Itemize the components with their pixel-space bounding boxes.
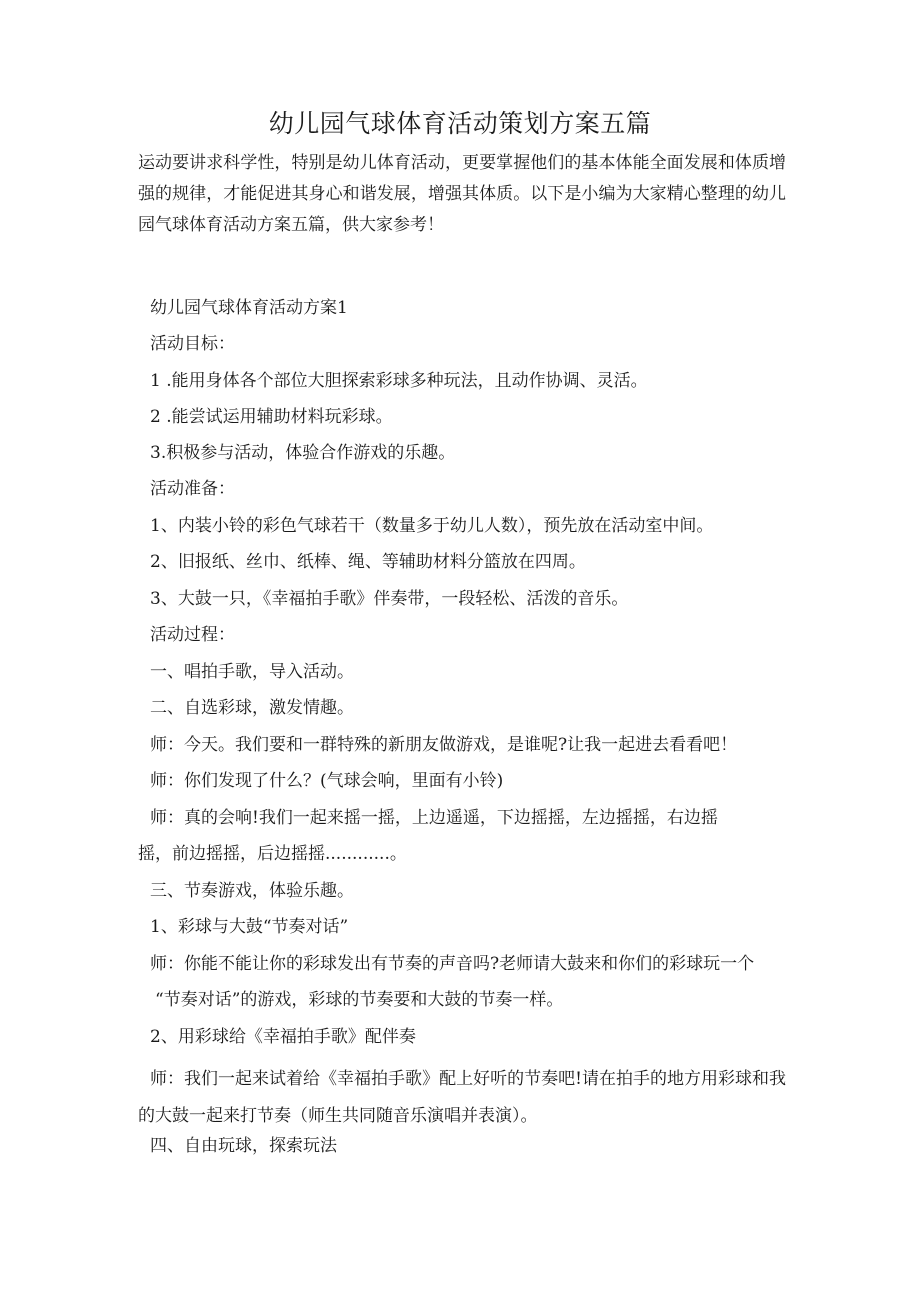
intro-paragraph: 运动要讲求科学性，特别是幼儿体育活动，更要掌握他们的基本体能全面发展和体质增强的规律，才能促进其身心和谐发展，增强其体质。以下是小编为大家精心整理的幼儿园气球体育活动方案五篇，供大家参考！	[138, 153, 786, 235]
teacher-line-4b: “节奏对话”的游戏，彩球的节奏要和大鼓的节奏一样。	[155, 990, 564, 1010]
plan-1-heading: 幼儿园气球体育活动方案1	[150, 298, 348, 318]
process-label: 活动过程：	[150, 625, 235, 645]
sub-item-2: 2、用彩球给《幸福拍手歌》配伴奏	[150, 1027, 416, 1047]
prep-item-1: 1、内装小铃的彩色气球若干（数量多于幼儿人数），预先放在活动室中间。	[150, 516, 714, 536]
goal-item-2: 2 .能尝试运用辅助材料玩彩球。	[150, 407, 393, 427]
teacher-line-1: 师：今天。我们要和一群特殊的新朋友做游戏，是谁呢?让我一起进去看看吧！	[150, 735, 738, 755]
prep-item-3: 3、大鼓一只，《幸福拍手歌》伴奏带，一段轻松、活泼的音乐。	[150, 589, 629, 609]
teacher-line-2: 师：你们发现了什么？(气球会响，里面有小铃)	[150, 771, 504, 791]
goals-label: 活动目标：	[150, 334, 235, 354]
teacher-line-3a: 师：真的会响!我们一起来摇一摇，上边遥遥，下边摇摇，左边摇摇，右边摇	[150, 808, 718, 828]
goal-item-3: 3.积极参与活动，体验合作游戏的乐趣。	[150, 443, 456, 463]
process-step-4: 四、自由玩球，探索玩法	[150, 1136, 337, 1156]
sub-item-1: 1、彩球与大鼓“节奏对话”	[150, 917, 349, 937]
teacher-line-5: 师：我们一起来试着给《幸福拍手歌》配上好听的节奏吧!请在拍手的地方用彩球和我的大鼓一起来打节奏（师生共同随音乐演唱并表演）。	[138, 1069, 786, 1126]
process-step-3: 三、节奏游戏，体验乐趣。	[150, 881, 354, 901]
document-title: 幼儿园气球体育活动策划方案五篇	[268, 109, 652, 138]
prep-label: 活动准备：	[150, 479, 235, 499]
process-step-1: 一、唱拍手歌，导入活动。	[150, 662, 354, 682]
process-step-2: 二、自选彩球，激发情趣。	[150, 698, 354, 718]
teacher-line-4a: 师：你能不能让你的彩球发出有节奏的声音吗?老师请大鼓来和你们的彩球玩一个	[150, 954, 755, 974]
prep-item-2: 2、旧报纸、丝巾、纸棒、绳、等辅助材料分篮放在四周。	[150, 552, 586, 572]
teacher-line-3b: 摇，前边摇摇，后边摇摇............。	[138, 844, 407, 864]
goal-item-1: 1 .能用身体各个部位大胆探索彩球多种玩法，且动作协调、灵活。	[150, 371, 648, 391]
